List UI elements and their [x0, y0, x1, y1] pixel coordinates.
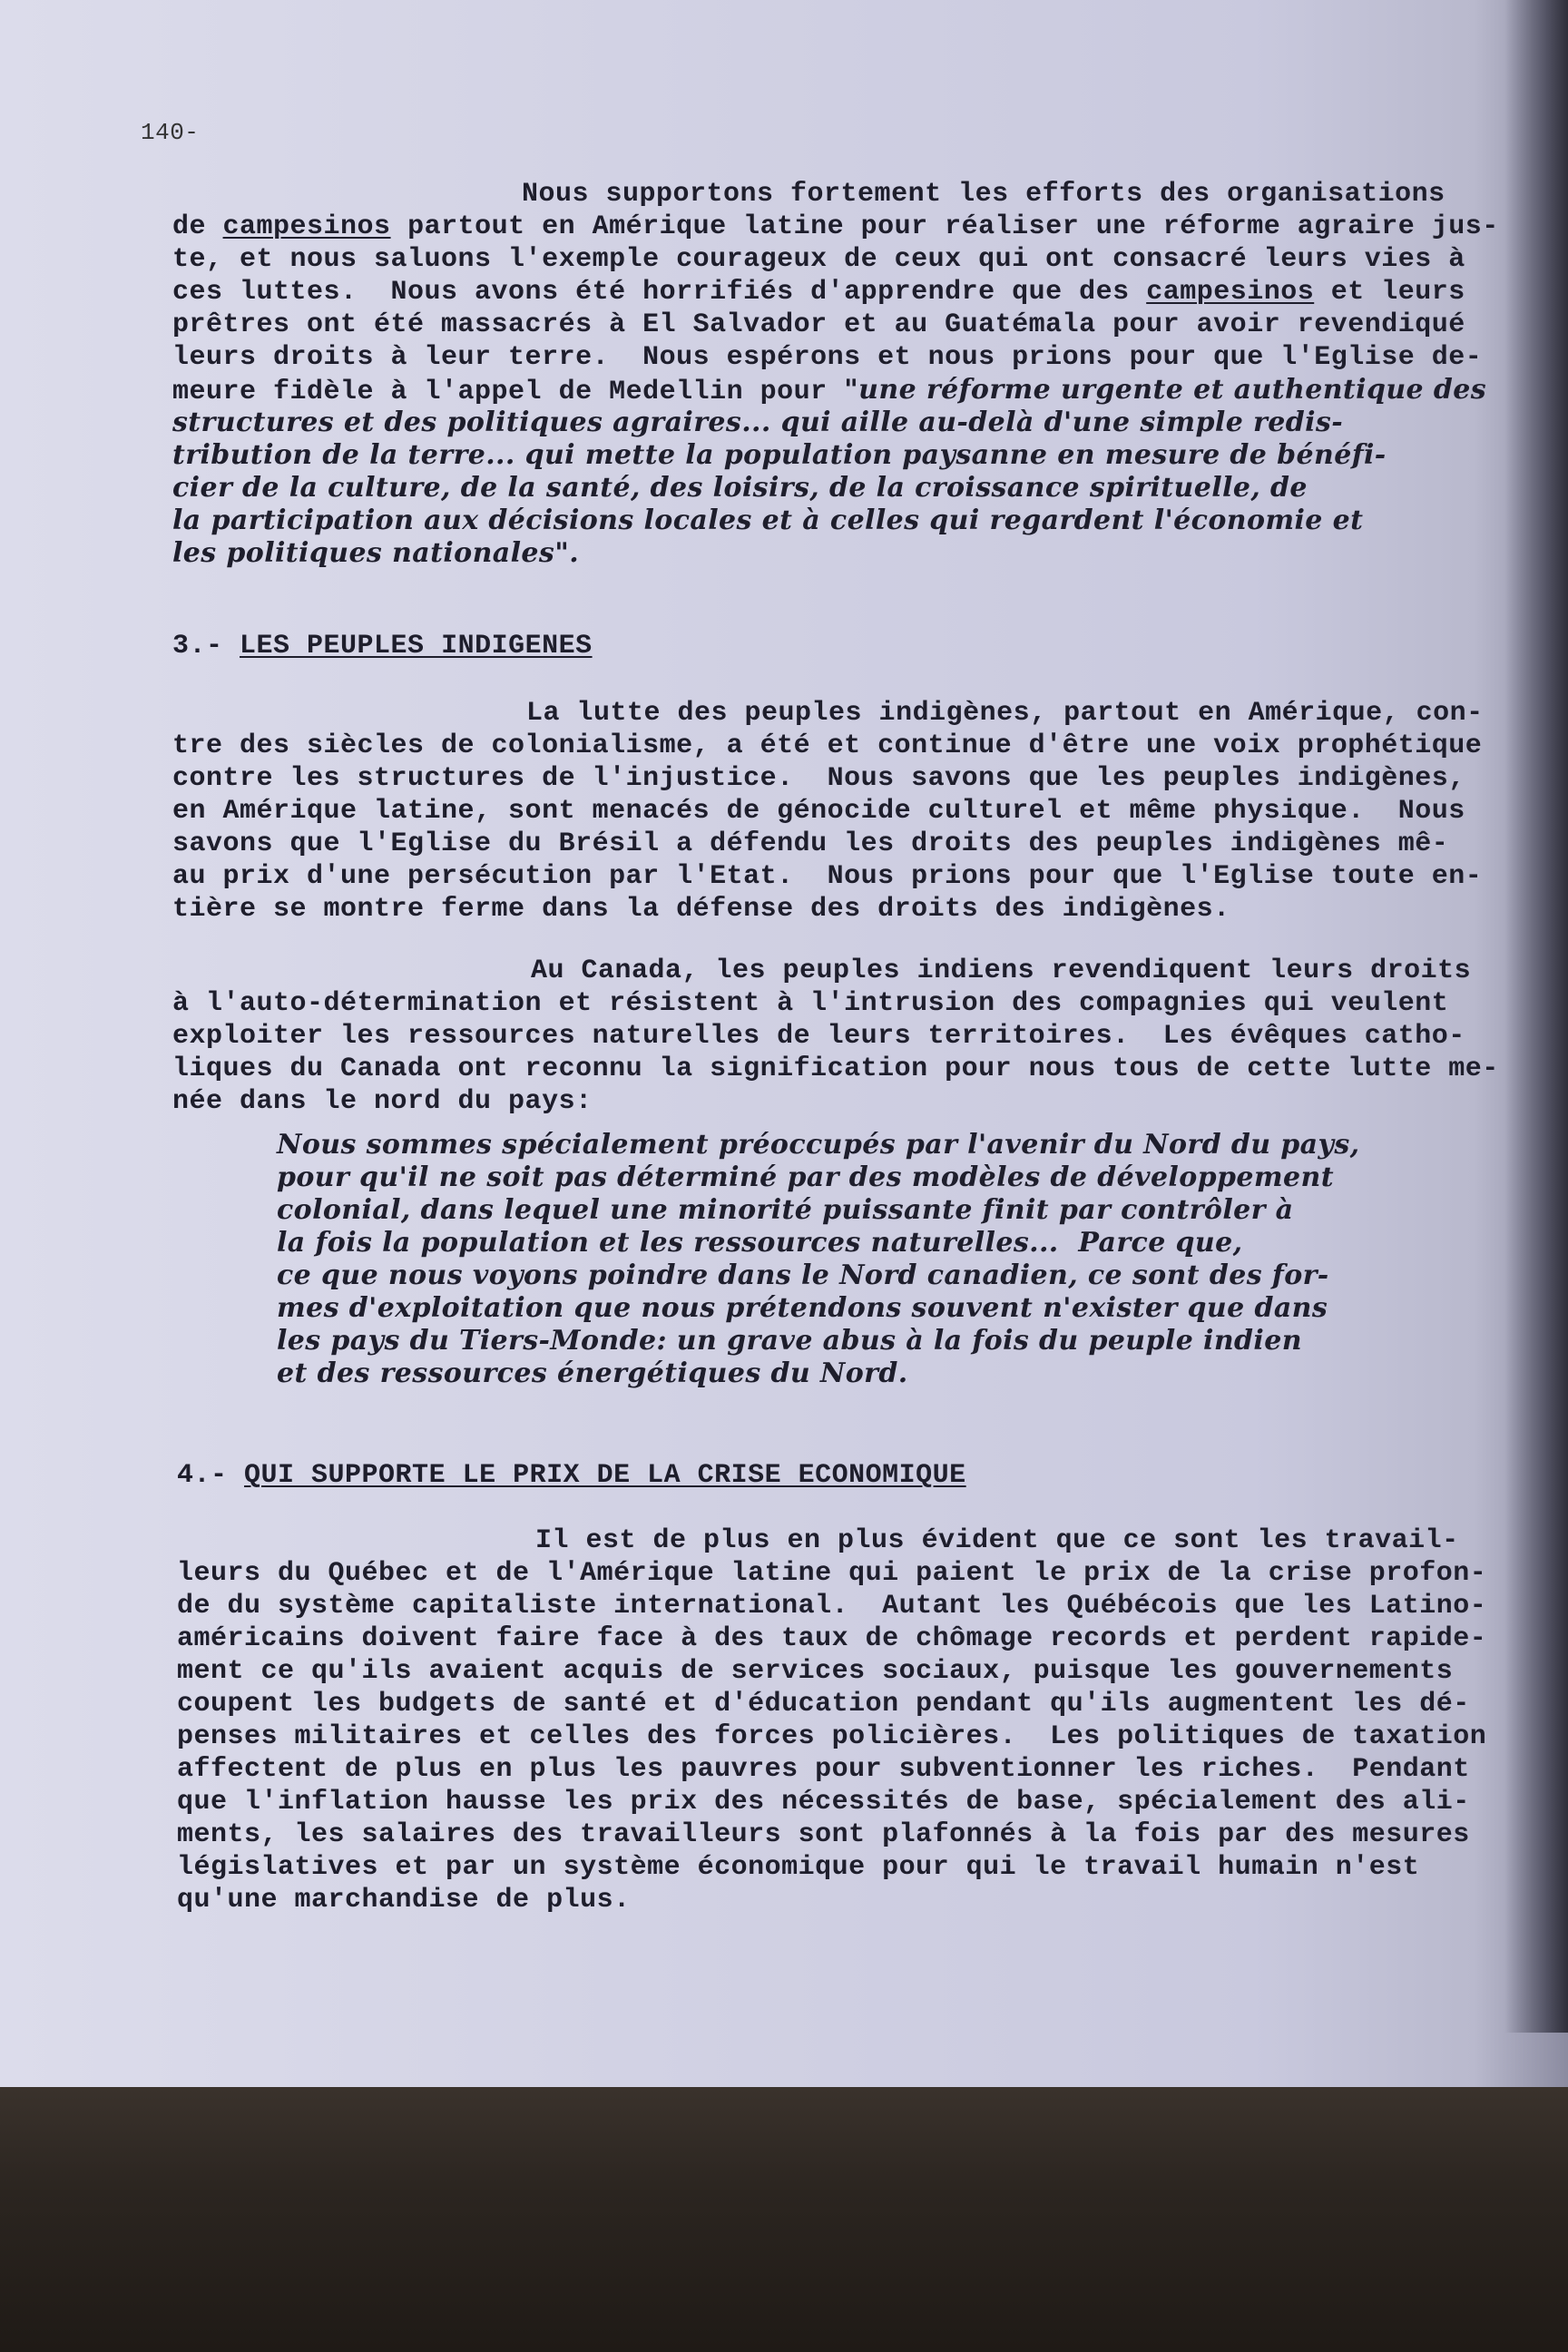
para1-line-5: prêtres ont été massacrés à El Salvador et au Guatémala pour avoir revendiqué: [172, 309, 1465, 340]
para1-prefix-de: de: [172, 211, 207, 242]
bishops-quote-line-4: la fois la population et les ressources naturelles... Parce que,: [277, 1227, 1243, 1259]
campesinos-term-1: campesinos: [222, 211, 391, 242]
medellin-quote-line-5: la participation aux décisions locales et à celles qui regardent l'économie et: [172, 505, 1364, 536]
s4-para-line-7: penses militaires et celles des forces policières. Les politiques de taxation: [177, 1721, 1487, 1752]
medellin-quote-line-6: les politiques nationales".: [172, 537, 580, 569]
s4-para-line-1: Il est de plus en plus évident que ce sont les travail-: [535, 1525, 1459, 1556]
medellin-quote-line-1: "une réforme urgente et authentique des: [844, 374, 1487, 406]
s4-para-line-4: américains doivent faire face à des taux de chômage records et perdent rapide-: [177, 1623, 1487, 1654]
s4-para-line-11: législatives et par un système économique pour qui le travail humain n'est: [177, 1852, 1420, 1883]
bishops-quote-line-3: colonial, dans lequel une minorité puissante finit par contrôler à: [277, 1194, 1294, 1226]
s4-para-line-10: ments, les salaires des travailleurs sont plafonnés à la fois par des mesures: [177, 1819, 1470, 1850]
s3-para2-line-5: née dans le nord du pays:: [172, 1086, 593, 1117]
s3-para2-line-2: à l'auto-détermination et résistent à l'intrusion des compagnies qui veulent: [172, 988, 1449, 1019]
section-3-title: LES PEUPLES INDIGENES: [240, 631, 593, 662]
bishops-quote-line-1: Nous sommes spécialement préoccupés par l'avenir du Nord du pays,: [277, 1129, 1360, 1161]
s3-para2-line-3: exploiter les ressources naturelles de leurs territoires. Les évêques catho-: [172, 1021, 1465, 1052]
s3-para1-line-5: savons que l'Eglise du Brésil a défendu les droits des peuples indigènes mê-: [172, 828, 1449, 859]
section-4-title: QUI SUPPORTE LE PRIX DE LA CRISE ECONOMIQUE: [244, 1460, 966, 1491]
para1-line-4-row: [172, 276, 1465, 309]
para1-line-6: leurs droits à leur terre. Nous espérons et nous prions pour que l'Eglise de-: [172, 342, 1483, 373]
s3-para1-line-3: contre les structures de l'injustice. Nous savons que les peuples indigènes,: [172, 763, 1465, 794]
s4-para-line-12: qu'une marchandise de plus.: [177, 1885, 631, 1916]
s3-para1-line-4: en Amérique latine, sont menacés de génocide culturel et même physique. Nous: [172, 796, 1465, 827]
bishops-quote-line-2: pour qu'il ne soit pas déterminé par des modèles de développement: [277, 1161, 1334, 1193]
page-number: 140-: [141, 119, 200, 146]
s3-para1-line-2: tre des siècles de colonialisme, a été et continue d'être une voix prophétique: [172, 730, 1483, 761]
para1-line-1: Nous supportons fortement les efforts des organisations: [522, 179, 1446, 210]
bishops-quote-line-8: et des ressources énergétiques du Nord.: [277, 1357, 908, 1389]
s4-para-line-9: que l'inflation hausse les prix des nécessités de base, spécialement des ali-: [177, 1787, 1470, 1818]
table-background: [0, 2087, 1568, 2352]
section-3-number: 3.-: [172, 631, 223, 662]
bishops-quote-line-6: mes d'exploitation que nous prétendons souvent n'exister que dans: [277, 1292, 1328, 1324]
para1-line-2-row: [172, 211, 1499, 243]
bishops-quote-line-7: les pays du Tiers-Monde: un grave abus à la fois du peuple indien: [277, 1325, 1302, 1357]
s4-para-line-5: ment ce qu'ils avaient acquis de services sociaux, puisque les gouvernements: [177, 1656, 1454, 1687]
section-3-heading: [172, 630, 593, 662]
section-4-heading: [177, 1459, 966, 1492]
para1-line-3: te, et nous saluons l'exemple courageux de ceux qui ont consacré leurs vies à: [172, 244, 1465, 275]
para1-line-4: ces luttes. Nous avons été horrifiés d'apprendre que des: [172, 277, 1130, 308]
para1-line-7: meure fidèle à l'appel de Medellin pour: [172, 377, 828, 407]
medellin-quote-line-4: cier de la culture, de la santé, des loisirs, de la croissance spirituelle, de: [172, 472, 1308, 504]
para1-line-7-row: [172, 374, 1486, 408]
s3-para1-line-1: La lutte des peuples indigènes, partout en Amérique, con-: [526, 698, 1484, 729]
bishops-quote-line-5: ce que nous voyons poindre dans le Nord canadien, ce sont des for-: [277, 1259, 1329, 1291]
s4-para-line-8: affectent de plus en plus les pauvres pour subventionner les riches. Pendant: [177, 1754, 1470, 1785]
s3-para2-line-4: liques du Canada ont reconnu la signification pour nous tous de cette lutte me-: [172, 1054, 1499, 1084]
s4-para-line-2: leurs du Québec et de l'Amérique latine qui paient le prix de la crise profon-: [177, 1558, 1487, 1589]
s3-para1-line-6: au prix d'une persécution par l'Etat. Nous prions pour que l'Eglise toute en-: [172, 861, 1483, 892]
s3-para2-line-1: Au Canada, les peuples indiens revendiquent leurs droits: [531, 956, 1472, 986]
s3-para1-line-7: tière se montre ferme dans la défense des droits des indigènes.: [172, 894, 1230, 925]
medellin-quote-line-3: tribution de la terre... qui mette la population paysanne en mesure de bénéfi-: [172, 439, 1387, 471]
campesinos-term-2: campesinos: [1146, 277, 1315, 308]
page-shadow-edge: [1504, 0, 1568, 2033]
para1-line-2: partout en Amérique latine pour réaliser une réforme agraire jus-: [407, 211, 1499, 242]
s4-para-line-6: coupent les budgets de santé et d'éducation pendant qu'ils augmentent les dé-: [177, 1689, 1470, 1720]
section-4-number: 4.-: [177, 1460, 228, 1491]
s4-para-line-3: de du système capitaliste international. Autant les Québécois que les Latino-: [177, 1591, 1487, 1622]
para1-line-4-end: et leurs: [1330, 277, 1465, 308]
medellin-quote-line-2: structures et des politiques agraires... qui aille au-delà d'une simple redis-: [172, 407, 1344, 438]
